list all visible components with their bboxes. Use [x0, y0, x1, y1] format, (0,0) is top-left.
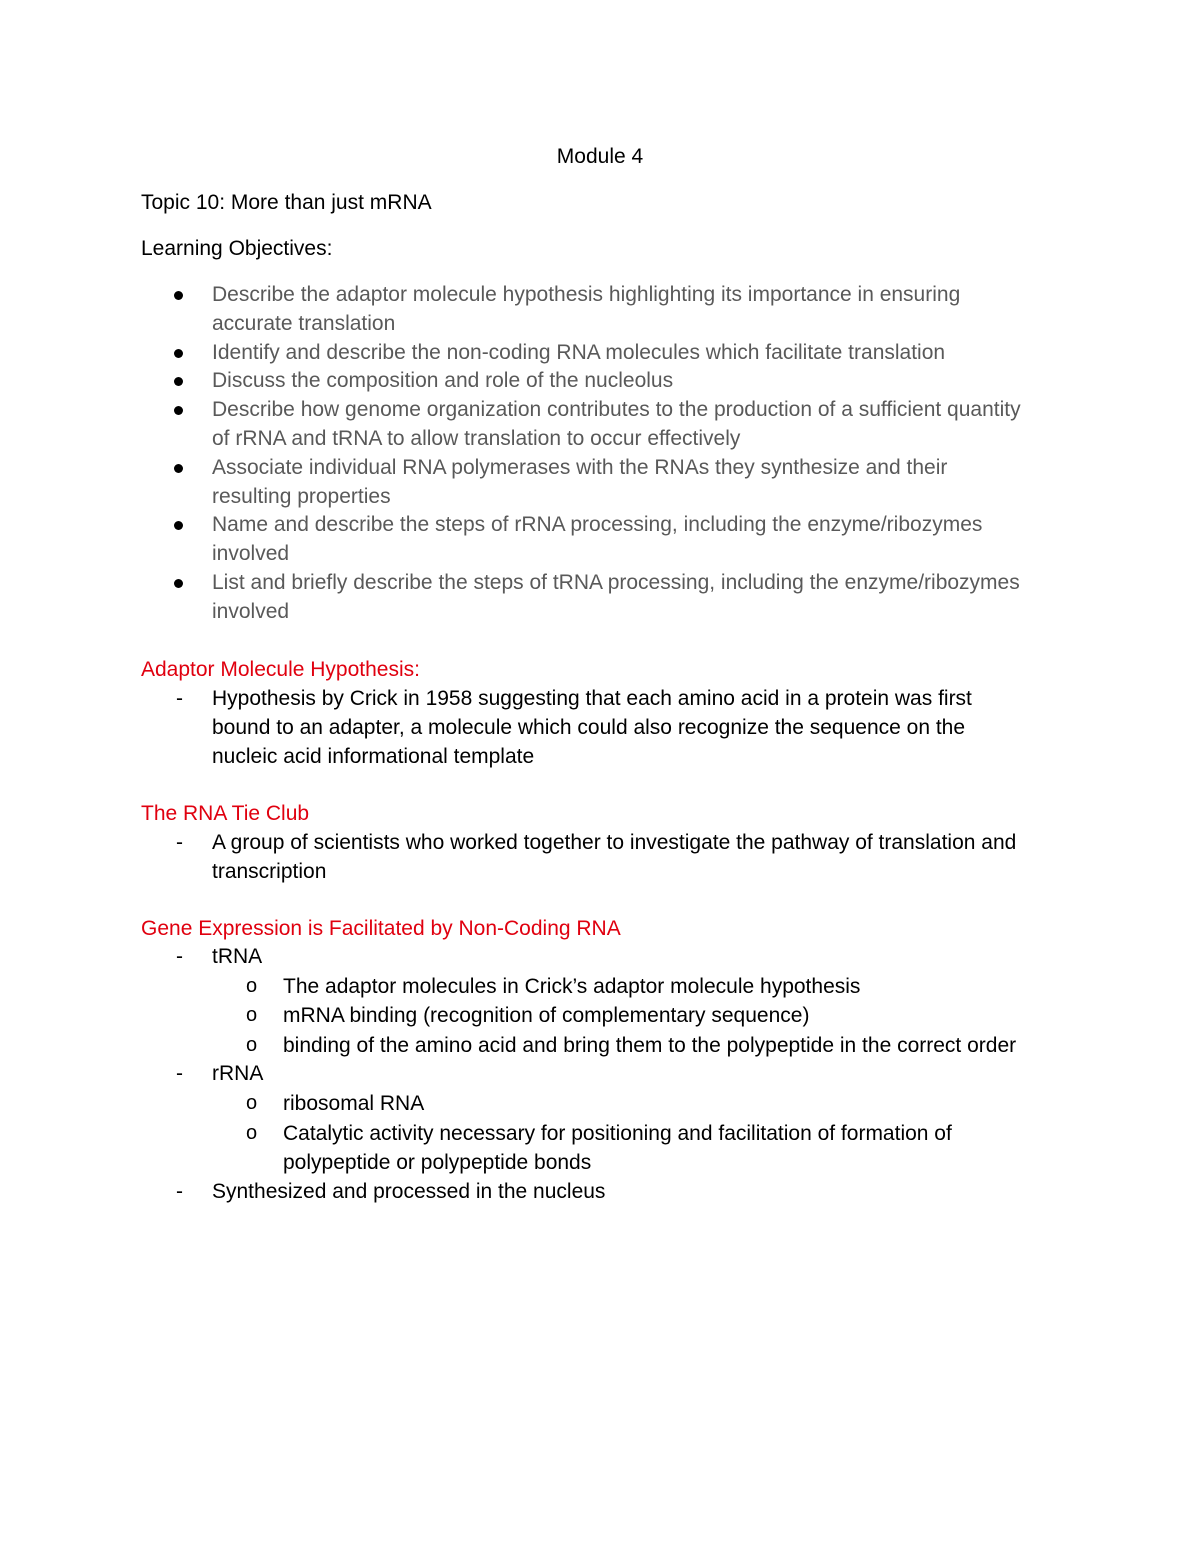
dash-marker: - — [176, 831, 183, 854]
section-heading-gene-expression: Gene Expression is Facilitated by Non-Coding RNA — [141, 917, 621, 940]
sub-list-item: o mRNA binding (recognition of complementary sequence) — [0, 1001, 1023, 1031]
sub-list-item: o The adaptor molecules in Crick’s adaptor molecule hypothesis — [0, 972, 1023, 1002]
topic-heading: Topic 10: More than just mRNA — [141, 191, 432, 214]
objective-item: List and briefly describe the steps of tRNA processing, including the enzyme/ribozymes involved — [0, 569, 1032, 627]
objective-item: Describe the adaptor molecule hypothesis highlighting its importance in ensuring accurate translation — [0, 281, 1032, 339]
bullet-icon — [174, 521, 183, 530]
bullet-icon — [174, 406, 183, 415]
section-tie-club-list — [0, 829, 1200, 887]
objective-item: Associate individual RNA polymerases with the RNAs they synthesize and their resulting properties — [0, 454, 1032, 512]
sub-list-item: o binding of the amino acid and bring them to the polypeptide in the correct order — [0, 1031, 1023, 1061]
list-item: - tRNA — [0, 943, 1032, 972]
document-title: Module 4 — [556, 145, 644, 168]
list-item: - rRNA — [0, 1060, 1032, 1089]
dash-marker: - — [176, 1179, 183, 1203]
sub-list-item: o Catalytic activity necessary for positioning and facilitation of formation of polypeptide or polypeptide bonds — [0, 1119, 1023, 1178]
dash-marker: - — [176, 1062, 183, 1086]
bullet-icon — [174, 377, 183, 386]
bullet-icon — [174, 349, 183, 358]
section-adaptor-list — [0, 685, 1200, 771]
objective-item: Discuss the composition and role of the nucleolus — [0, 367, 1032, 396]
list-item: - Synthesized and processed in the nucleus — [0, 1178, 1032, 1207]
circle-bullet-icon: o — [246, 1092, 258, 1115]
objective-item: Name and describe the steps of rRNA processing, including the enzyme/ribozymes involved — [0, 511, 1032, 569]
circle-bullet-icon: o — [246, 974, 258, 997]
objective-item: Describe how genome organization contributes to the production of a sufficient quantity of rRNA and tRNA to allow translation to occur effectively — [0, 396, 1032, 454]
section-gene-expression-list — [0, 943, 1200, 1206]
list-item: - Hypothesis by Crick in 1958 suggesting that each amino acid in a protein was first bound to an adapter, a molecule which could also recognize the sequence on the nucleic acid informational template — [176, 687, 972, 768]
objectives-heading: Learning Objectives: — [141, 237, 333, 260]
section-heading-tie-club: The RNA Tie Club — [141, 802, 310, 825]
bullet-icon — [174, 291, 183, 300]
circle-bullet-icon: o — [246, 1033, 258, 1056]
circle-bullet-icon: o — [246, 1004, 258, 1027]
list-item: - A group of scientists who worked together to investigate the pathway of translation and transcription — [176, 831, 1017, 883]
sub-list-item: o ribosomal RNA — [0, 1089, 1023, 1119]
dash-marker: - — [176, 945, 183, 968]
section-heading-adaptor: Adaptor Molecule Hypothesis: — [141, 658, 420, 681]
circle-bullet-icon: o — [246, 1121, 258, 1144]
dash-marker: - — [176, 687, 183, 710]
objective-item: Identify and describe the non-coding RNA molecules which facilitate translation — [0, 339, 1032, 368]
objectives-list — [0, 281, 1200, 627]
bullet-icon — [174, 579, 183, 588]
bullet-icon — [174, 464, 183, 473]
